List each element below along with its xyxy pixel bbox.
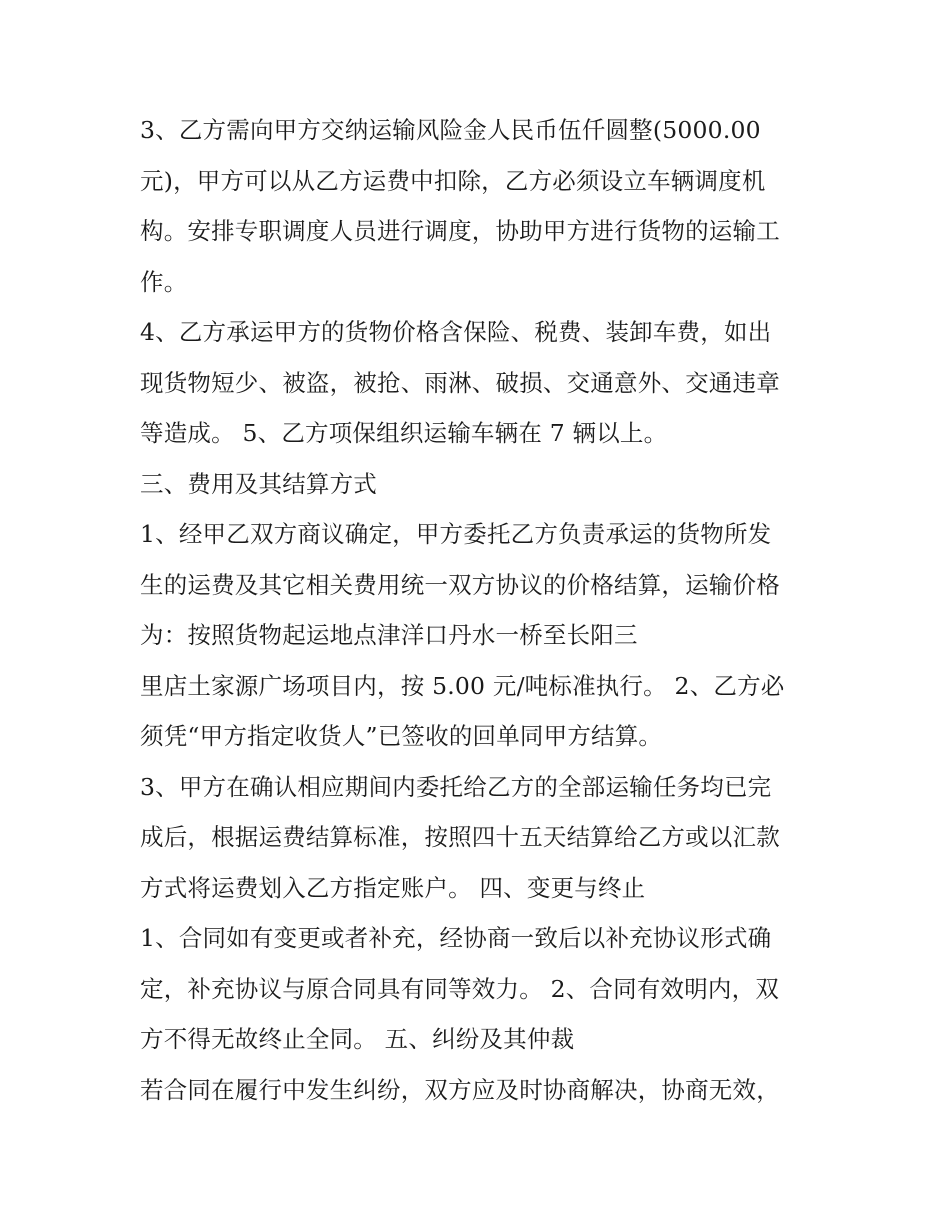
text-line-14: 3、甲方在确认相应期间内委托给乙方的全部运输任务均已完 [140, 772, 772, 801]
text-line-11: 为：按照货物起运地点津洋口丹水一桥至长阳三 [140, 621, 638, 649]
text-line-1: 3、乙方需向甲方交纳运输风险金人民币伍仟圆整(5000.00 [140, 116, 761, 144]
text-line-15: 成后，根据运费结算标准，按照四十五天结算给乙方或以汇款 [140, 823, 780, 851]
text-line-5: 4、乙方承运甲方的货物价格含保险、税费、装卸车费，如出 [140, 318, 772, 346]
contract-body-text [140, 109, 820, 1119]
section-heading-fees: 三、费用及其结算方式 [140, 469, 377, 498]
text-line-17: 1、合同如有变更或者补充，经协商一致后以补充协议形式确 [140, 924, 772, 952]
text-line-13: 须凭“甲方指定收货人”已签收的回单同甲方结算。 [140, 722, 663, 750]
text-line-19: 方不得无故终止全同。 五、纠纷及其仲裁 [140, 1025, 575, 1053]
text-line-10: 生的运费及其它相关费用统一双方协议的价格结算，运输价格 [140, 570, 780, 599]
text-line-18: 定，补充协议与原合同具有同等效力。 2、合同有效明内，双 [140, 974, 780, 1003]
text-line-2: 元)，甲方可以从乙方运费中扣除，乙方必须设立车辆调度机 [140, 166, 766, 195]
text-line-3: 构。安排专职调度人员进行调度，协助甲方进行货物的运输工 [140, 217, 780, 245]
text-line-4: 作。 [140, 267, 188, 296]
text-line-7: 等造成。 5、乙方项保组织运输车辆在 7 辆以上。 [140, 419, 668, 447]
text-line-6: 现货物短少、被盗，被抢、雨淋、破损、交通意外、交通违章 [140, 368, 780, 397]
text-line-20: 若合同在履行中发生纠纷，双方应及时协商解决，协商无效， [140, 1075, 780, 1104]
text-line-12: 里店土家源广场项目内，按 5.00 元/吨标准执行。 2、乙方必 [140, 671, 785, 700]
text-line-16: 方式将运费划入乙方指定账户。 四、变更与终止 [140, 873, 646, 902]
text-line-9: 1、经甲乙双方商议确定，甲方委托乙方负责承运的货物所发 [140, 520, 772, 548]
